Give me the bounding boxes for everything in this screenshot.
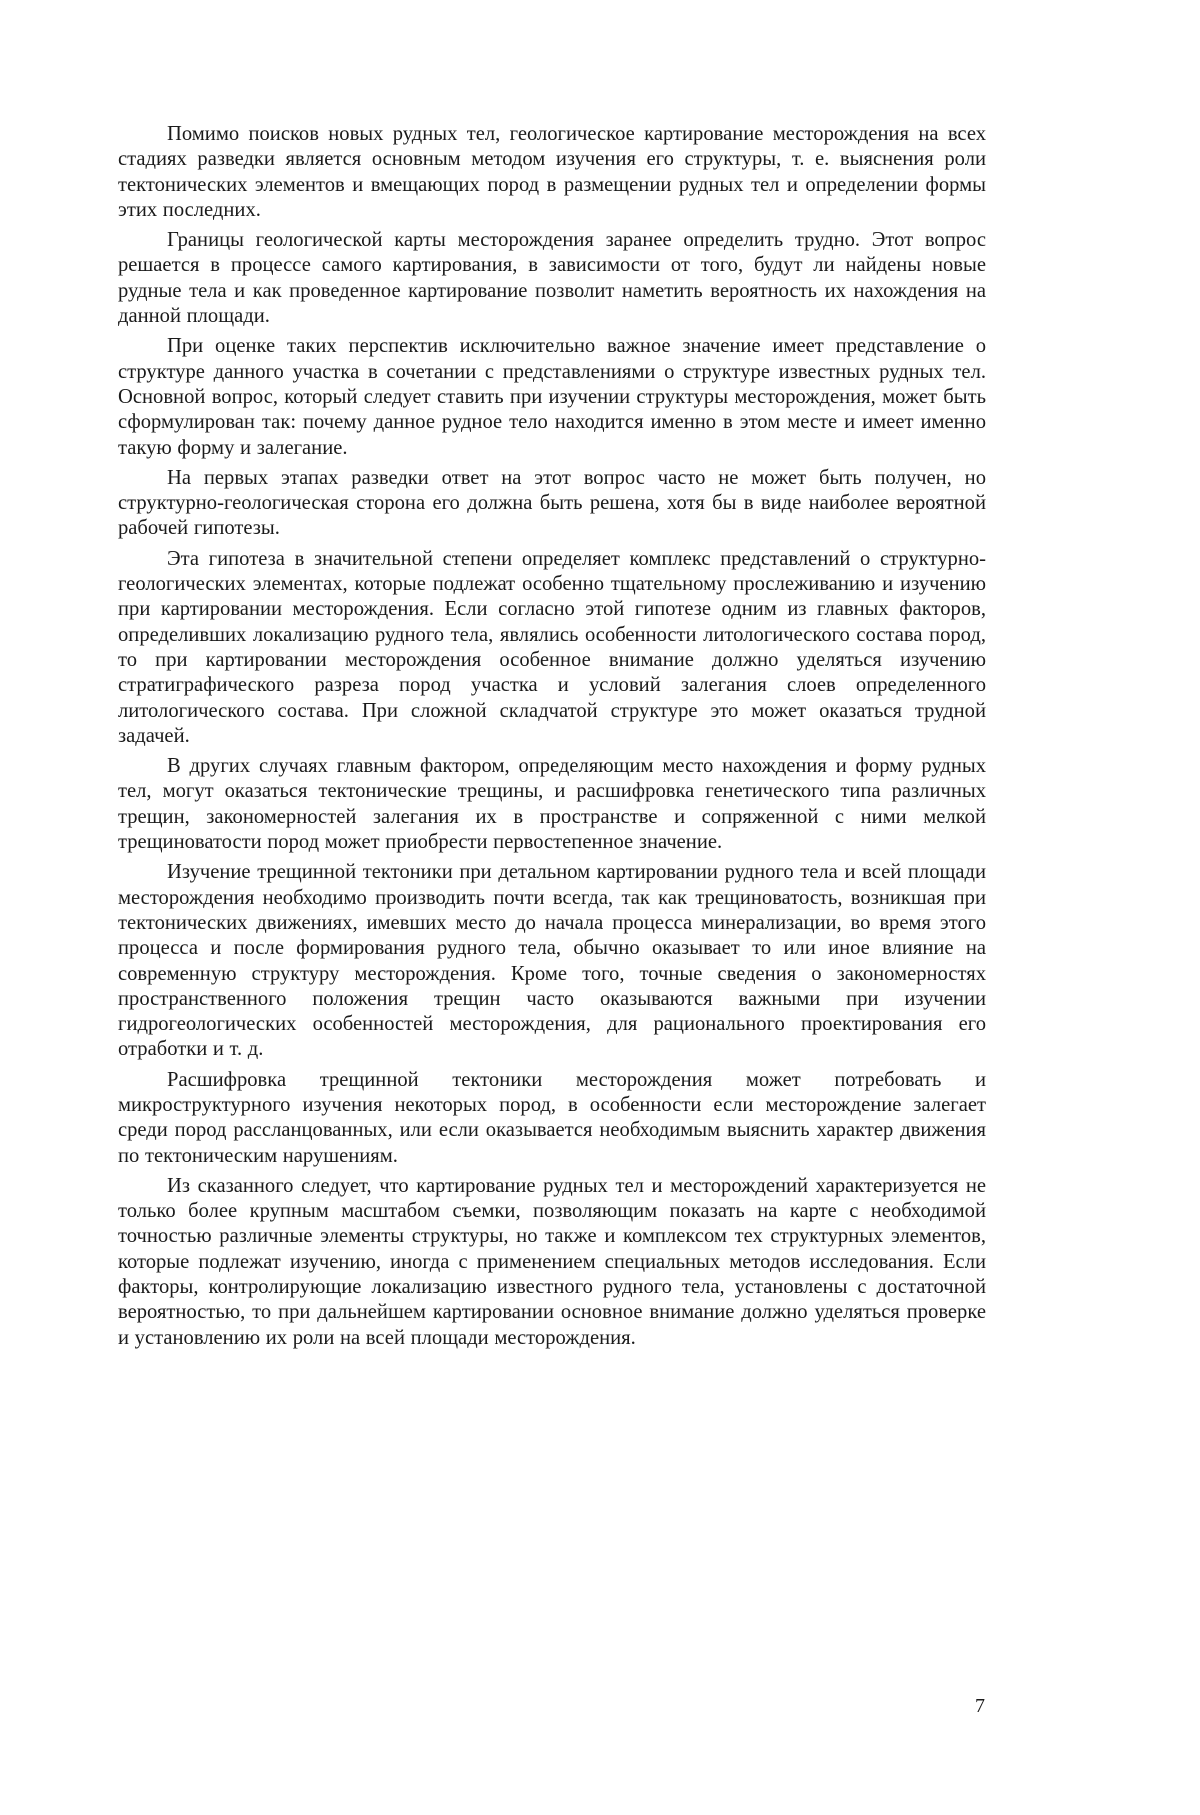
paragraph-3: При оценке таких перспектив исключительно важное значение имеет представление о структуре данного участка в сочетании с представлениями о структуре известных рудных тел. Основной вопрос, который следует ставить при изучении структуры месторождения, может быть сформулирован так: почему данное рудное тело находится именно в этом месте и имеет именно такую форму и залегание.	[118, 335, 986, 459]
paragraph-1: Помимо поисков новых рудных тел, геологическое картирование месторождения на всех стадиях разведки является основным методом изучения его структуры, т. е. выяснения роли тектонических элементов и вмещающих пород в размещении рудных тел и определении формы этих последних.	[118, 123, 986, 221]
paragraph-8: Расшифровка трещинной тектоники месторождения может потребовать и микроструктурного изучения некоторых пород, в особенности если месторождение залегает среди пород рассланцованных, или если оказывается необходимым выяснить характер движения по тектоническим нарушениям.	[118, 1068, 986, 1167]
paragraph-5: Эта гипотеза в значительной степени определяет комплекс представлений о структурно-геологических элементах, которые подлежат особенно тщательному прослеживанию и изучению при картировании месторождения. Если согласно этой гипотезе одним из главных факторов, определивших локализацию рудного тела, являлись особенности литологического состава пород, то при картировании месторождения особенное внимание должно уделяться изучению стратиграфического разреза пород участка и условий залегания слоев определенного литологического состава. При сложной складчатой структуре это может оказаться трудной задачей.	[118, 547, 986, 747]
page-number: 7	[975, 1695, 985, 1717]
paragraph-6: В других случаях главным фактором, определяющим место нахождения и форму рудных тел, могут оказаться тектонические трещины, и расшифровка генетического типа различных трещин, закономерностей залегания их в пространстве и сопряженной с ними мелкой трещиноватости пород может приобрести первостепенное значение.	[118, 755, 986, 854]
paragraph-7: Изучение трещинной тектоники при детальном картировании рудного тела и всей площади месторождения необходимо производить почти всегда, так как трещиноватость, возникшая при тектонических движениях, имевших место до начала процесса минерализации, во время этого процесса и после формирования рудного тела, обычно оказывает то или иное влияние на современную структуру месторождения. Кроме того, точные сведения о закономерностях пространственного положения трещин часто оказываются важными при изучении гидрогеологических особенностей месторождения, для рационального проектирования его отработки и т. д.	[118, 861, 986, 1061]
page-body	[118, 122, 986, 1782]
paragraph-9: Из сказанного следует, что картирование рудных тел и месторождений характеризуется не только более крупным масштабом съемки, позволяющим показать на карте с необходимой точностью различные элементы структуры, но также и комплексом тех структурных элементов, которые подлежат изучению, иногда с применением специальных методов исследования. Если факторы, контролирующие локализацию известного рудного тела, установлены с достаточной вероятностью, то при дальнейшем картировании основное внимание должно уделяться проверке и установлению их роли на всей площади месторождения.	[118, 1174, 986, 1349]
paragraph-2: Границы геологической карты месторождения заранее определить трудно. Этот вопрос решается в процессе самого картирования, в зависимости от того, будут ли найдены новые рудные тела и как проведенное картирование позволит наметить вероятность их нахождения на данной площади.	[118, 229, 986, 328]
paragraph-4: На первых этапах разведки ответ на этот вопрос часто не может быть получен, но структурно-геологическая сторона его должна быть решена, хотя бы в виде наиболее вероятной рабочей гипотезы.	[118, 466, 986, 540]
